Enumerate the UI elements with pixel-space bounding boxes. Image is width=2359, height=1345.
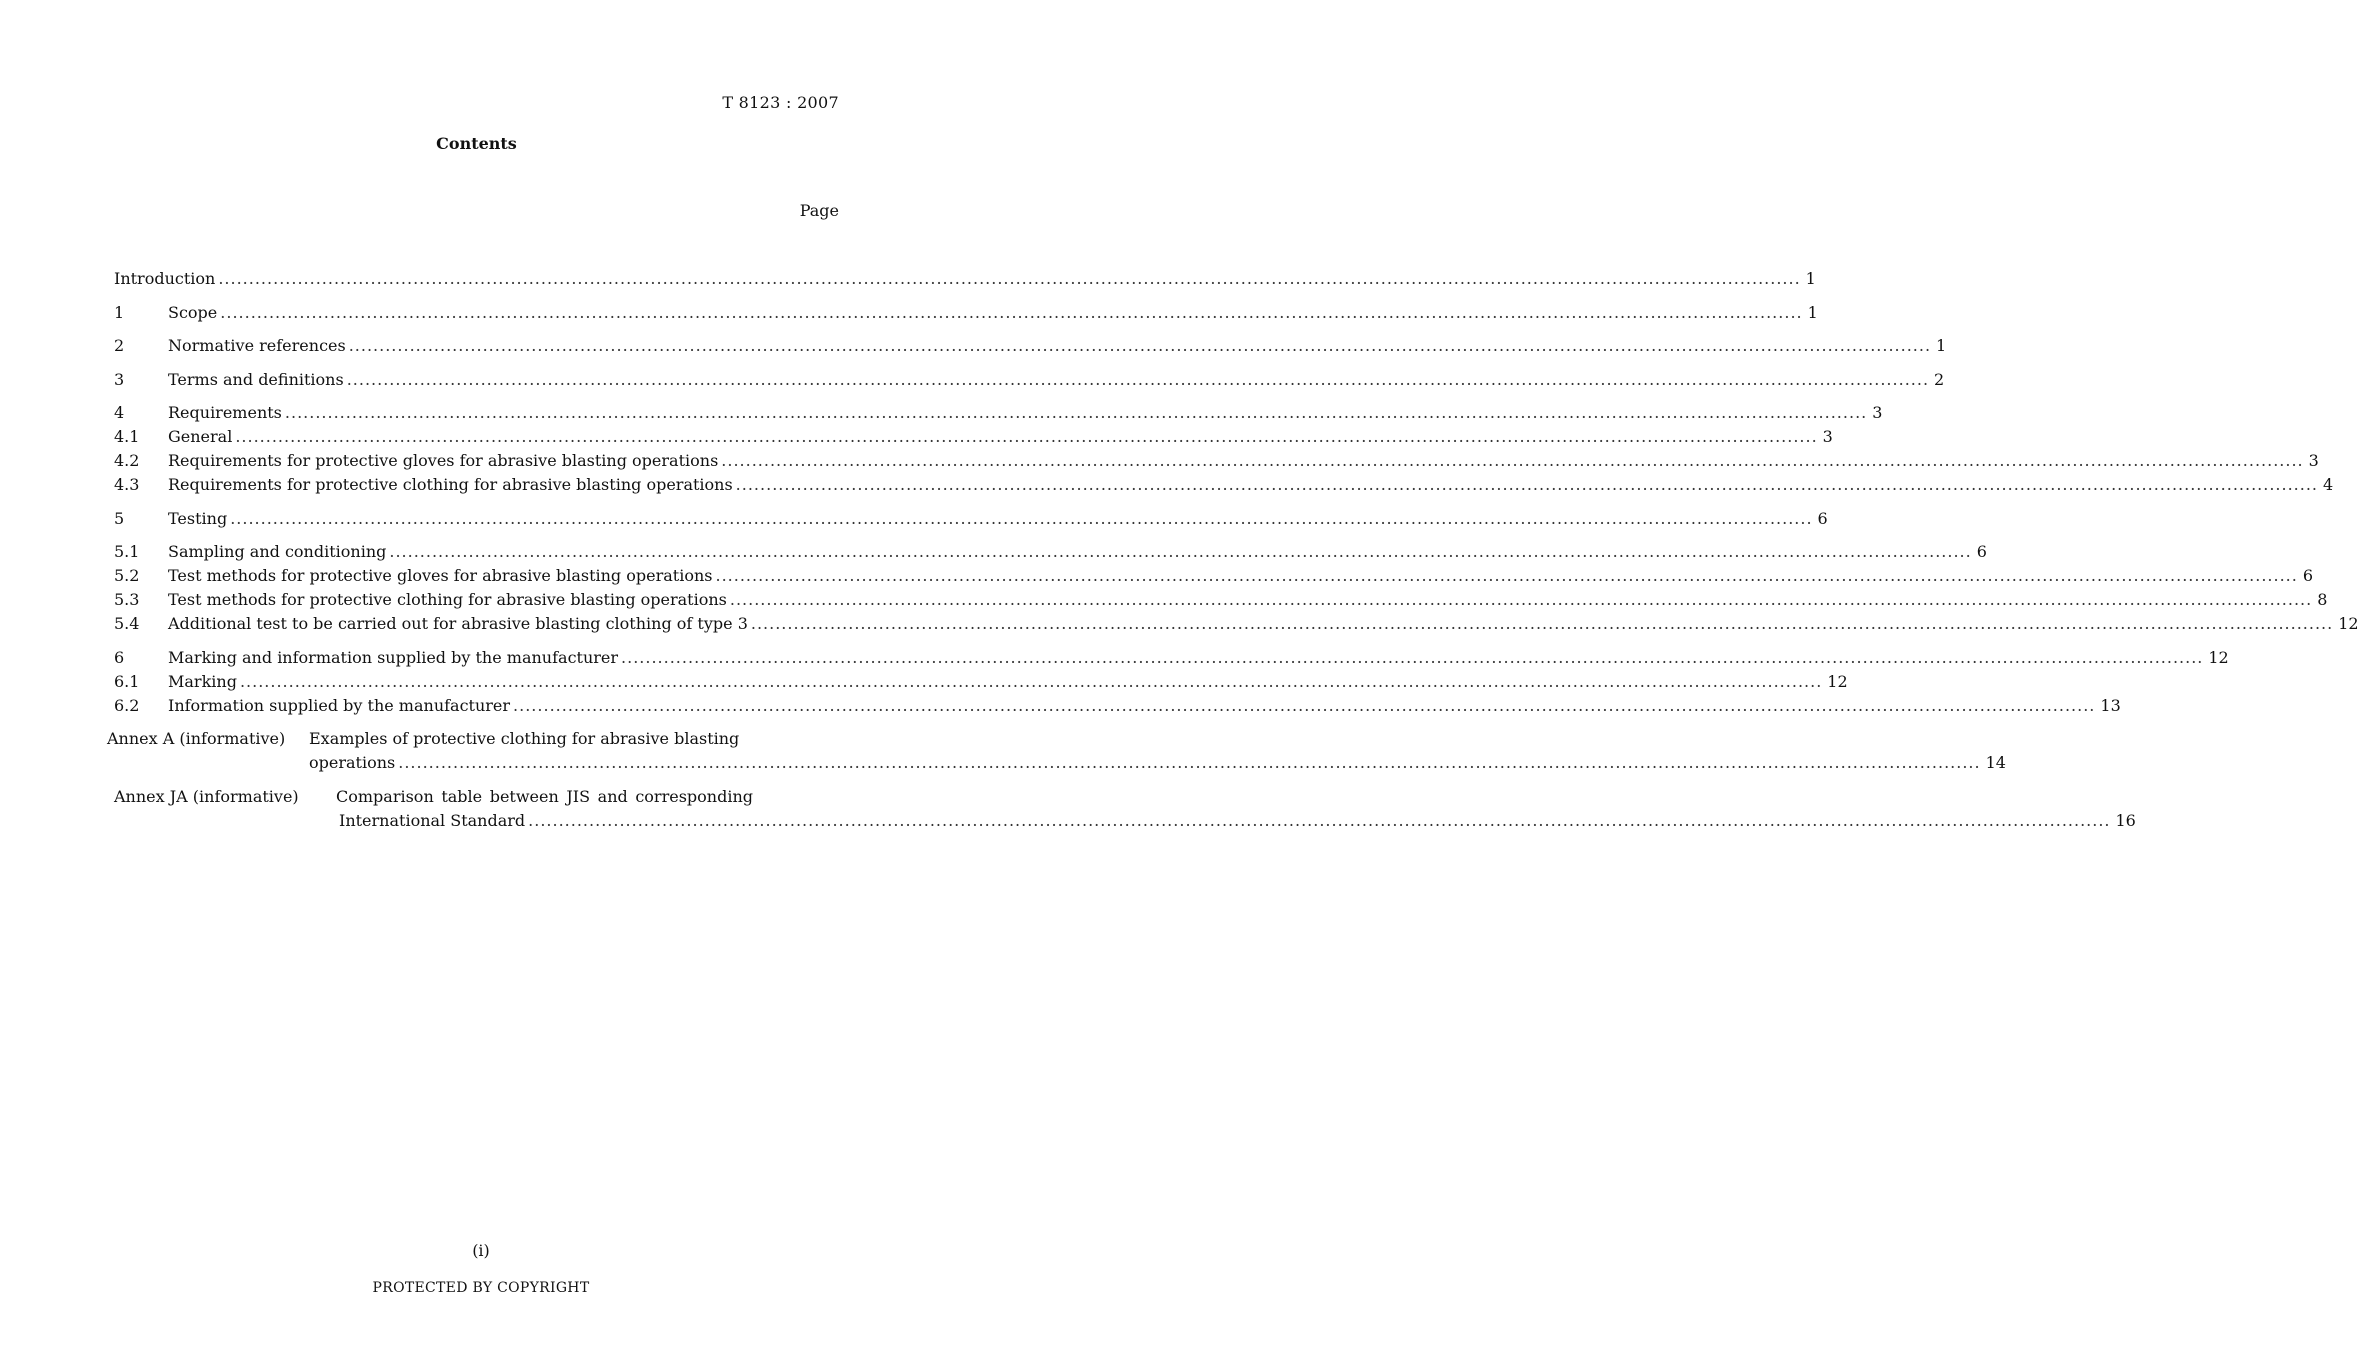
toc-entry-page: 4 [2323,475,2334,494]
toc-entry-page: 1 [1805,269,1816,288]
dot-leader [721,449,2303,473]
toc-entry-title: Requirements for protective clothing for abrasive blasting operations [168,475,733,494]
dot-leader [730,588,2312,612]
dot-leader [513,694,2095,718]
toc-entry-title: Terms and definitions [168,369,344,389]
toc-entry-number: 5 [114,508,125,528]
toc-entry-title: Introduction [114,269,216,288]
dot-leader [218,267,1800,291]
toc-entry-title: Requirements for protective gloves for abrasive blasting operations [168,451,719,470]
dot-leader [389,540,1971,564]
dot-leader [347,368,1929,392]
toc-entry-title: General [168,427,233,446]
dot-leader [398,751,1980,775]
annex-title-block [309,727,2006,775]
toc-entry-title: Scope [168,302,218,322]
dot-leader [235,425,1817,449]
toc-entry-number: 5.3 [114,590,140,609]
toc-entry-5-1[interactable] [114,540,1987,564]
toc-entry-title: Test methods for protective clothing for abrasive blasting operations [168,590,727,609]
toc-entry-page: 14 [1985,753,2006,772]
toc-entry-title: Test methods for protective gloves for abrasive blasting operations [168,566,713,585]
toc-entry-title: Normative references [168,336,346,355]
annex-title-line2: operations [309,753,396,772]
page-column-label: Page [799,201,839,220]
toc-entry-title: Testing [168,508,228,528]
toc-entry-title: Information supplied by the manufacturer [168,695,511,715]
toc-entry-number: 4.3 [114,475,140,494]
toc-entry-6-2[interactable] [114,694,2121,718]
toc-entry-number: 5.4 [114,614,140,633]
toc-entry-annex-ja[interactable] [114,785,2136,833]
toc-entry-page: 6 [2302,566,2314,585]
toc-entry-page: 1 [1936,336,1947,355]
toc-entry-number: 5.2 [114,566,140,585]
annex-title-line2: International Standard [339,810,526,830]
dot-leader [751,612,2333,636]
toc-entry-number: 2 [114,336,125,355]
toc-entry-page: 8 [2317,590,2328,609]
toc-entry-4[interactable] [114,401,1883,425]
toc-entry-page: 3 [2308,451,2319,470]
toc-entry-title: Sampling and conditioning [168,542,387,561]
page-title: Contents [436,134,517,153]
annex-label: Annex JA (informative) [114,786,299,806]
toc-entry-number: 6 [114,647,125,667]
toc-entry-5[interactable] [114,507,1828,531]
dot-leader [285,401,1867,425]
toc-entry-number: 4 [114,403,125,422]
toc-entry-page: 3 [1822,427,1833,446]
toc-entry-3[interactable] [114,368,1945,392]
annex-title-line1: Examples of protective clothing for abrasive blasting [309,729,740,748]
toc-entry-number: 4.2 [114,451,140,470]
toc-entry-annex-a[interactable] [107,727,2006,775]
dot-leader [715,564,2297,588]
annex-title-line2-row [336,809,2136,833]
toc-entry-number: 5.1 [114,542,140,561]
annex-label: Annex A (informative) [107,729,286,748]
toc-entry-number: 1 [114,302,125,322]
annex-title-line2-row [309,751,2006,775]
toc-entry-6-1[interactable] [114,670,1848,694]
dot-leader [621,646,2203,670]
toc-entry-page: 6 [1817,508,1828,528]
toc-entry-number: 3 [114,369,125,389]
toc-entry-introduction[interactable] [114,267,1816,291]
toc-entry-page: 2 [1934,369,1945,389]
table-of-contents [107,267,2359,833]
toc-entry-page: 16 [2115,810,2136,830]
toc-entry-page: 12 [2338,614,2359,633]
toc-entry-2[interactable] [114,334,1947,358]
toc-entry-number: 4.1 [114,427,140,446]
dot-leader [220,301,1802,325]
toc-entry-page: 6 [1976,542,1987,561]
toc-entry-4-1[interactable] [114,425,1833,449]
toc-entry-title: Marking [168,671,237,691]
toc-entry-4-2[interactable] [114,449,2319,473]
toc-entry-title: Additional test to be carried out for abrasive blasting clothing of type 3 [168,614,748,633]
toc-entry-4-3[interactable] [114,473,2334,497]
toc-entry-5-4[interactable] [114,612,2359,636]
toc-entry-5-2[interactable] [114,564,2314,588]
document-number: T 8123 : 2007 [722,93,839,112]
dot-leader [736,473,2318,497]
toc-entry-page: 3 [1872,403,1883,422]
toc-entry-page: 13 [2100,695,2121,715]
toc-entry-1[interactable] [114,301,1818,325]
toc-entry-page: 1 [1807,302,1818,322]
toc-entry-page: 12 [2208,647,2229,667]
toc-entry-number: 6.1 [114,671,140,691]
toc-entry-6[interactable] [114,646,2229,670]
page-folio: (i) [472,1241,490,1260]
dot-leader [528,809,2110,833]
copyright-notice: PROTECTED BY COPYRIGHT [372,1280,590,1296]
toc-entry-title: Requirements [168,403,282,422]
toc-entry-page: 12 [1827,671,1848,691]
annex-title-line1: Comparison table between JIS and corresponding [336,786,753,806]
annex-title-block [336,785,2136,833]
dot-leader [230,507,1812,531]
toc-entry-number: 6.2 [114,695,140,715]
toc-entry-title: Marking and information supplied by the manufacturer [168,647,619,667]
toc-entry-5-3[interactable] [114,588,2328,612]
dot-leader [349,334,1931,358]
dot-leader [240,670,1822,694]
